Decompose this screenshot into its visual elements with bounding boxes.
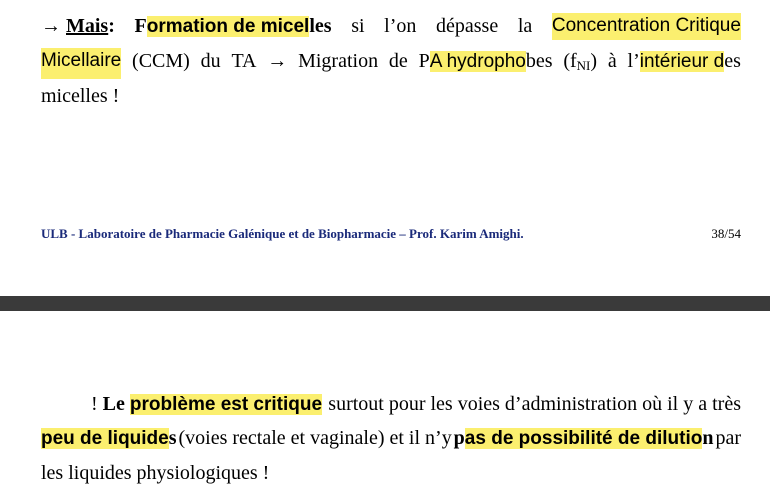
word-s: s [168,427,177,449]
slide-page-bottom [0,311,770,497]
highlight-dilution: as de possibilité de dilutio [464,428,703,449]
word-par: par [715,427,741,449]
word-f: (f [563,50,577,72]
word: l’on [384,15,417,37]
text-line-2 [41,425,741,452]
arrow-icon: → [41,15,61,37]
word: à [607,50,617,72]
word: dépasse [436,15,499,37]
word: (CCM) [132,50,190,72]
word-l: l’ [627,50,640,72]
word: de [388,50,408,72]
text-line-1 [41,13,741,40]
formation-les: les [309,15,332,37]
word-bes: bes [525,50,553,72]
arrow-icon: → [267,50,288,72]
slide-footer [41,226,741,242]
text-rest: surtout pour les voies d’administration où il y a très [328,393,741,415]
word-p: p [453,427,465,449]
highlight-micellaire: Micellaire [41,48,121,79]
highlight-probleme: problème est critique [129,394,323,415]
word-n: n [702,427,714,449]
text-line-3: micelles ! [41,85,120,107]
word-close: ) [590,50,598,72]
text-line-1 [91,391,741,418]
highlight-hydropho: A hydropho [429,51,526,72]
text-line-2 [41,48,741,79]
text-line-3: les liquides physiologiques ! [41,462,270,484]
formation-f: F [134,15,147,37]
word-le: Le [102,393,125,415]
word: Migration [298,50,379,72]
subscript-ni: NI [576,58,591,73]
word-es: es [724,50,741,72]
exclamation-icon: ! [91,393,98,415]
highlight-ccc: Concentration Critique [552,13,741,40]
mais-colon: : [108,15,115,37]
footer-credit: ULB - Laboratoire de Pharmacie Galénique et de Biopharmacie – Prof. Karim Amighi. [41,226,524,241]
mais-label: Mais [66,15,109,37]
word: si [351,15,365,37]
highlight-formation: ormation de micel [146,16,310,37]
page-number: 38/54 [711,226,741,241]
word: TA [231,50,257,72]
page-divider [0,296,770,311]
text-mid: (voies rectale et vaginale) et il n’y [178,427,452,449]
highlight-interieur: intérieur d [639,51,725,72]
word-p: P [418,50,430,72]
word: du [200,50,221,72]
highlight-peu: peu de liquide [41,428,169,449]
word: la [517,15,533,37]
